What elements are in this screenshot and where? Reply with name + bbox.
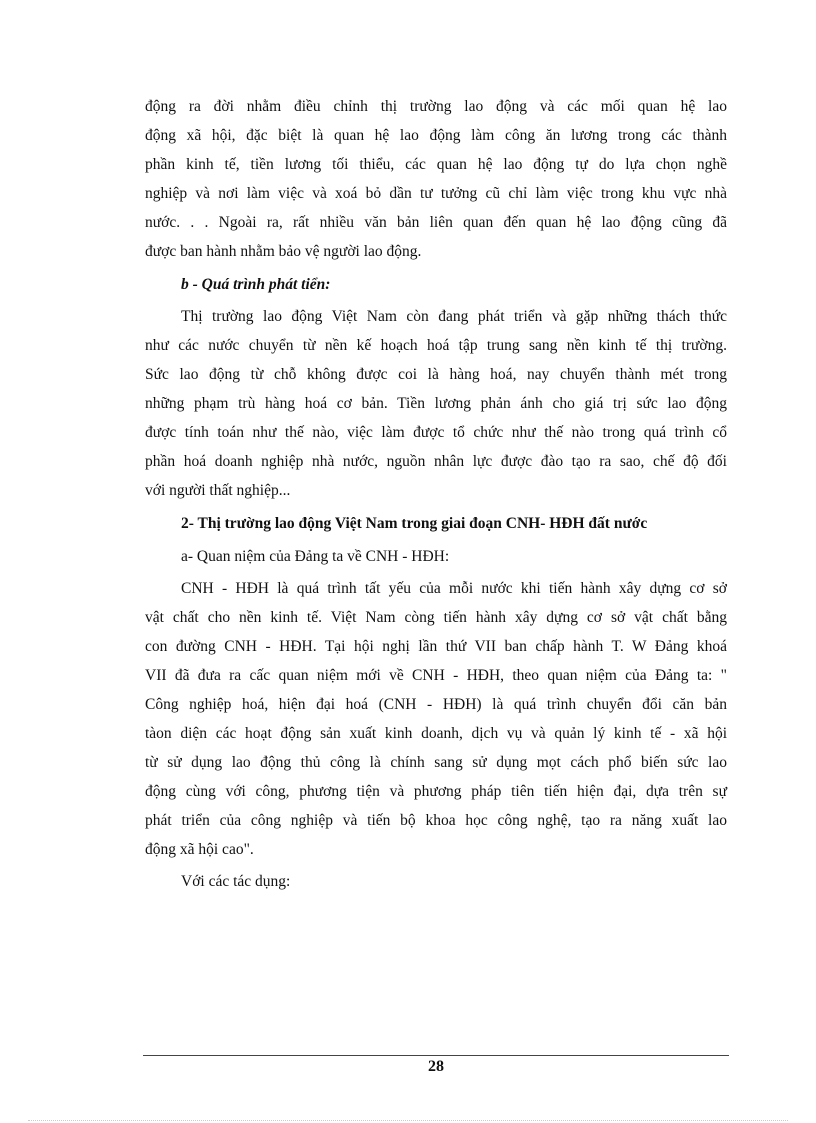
text-line: phần hoá doanh nghiệp nhà nước, nguồn nhân lực được đào tạo ra sao, chế độ đối [145, 453, 727, 470]
page-number: 28 [428, 1058, 444, 1075]
text-line: từ sử dụng lao động thủ công là chính sang sử dụng mọt cách phổ biến sức lao [145, 754, 727, 771]
paragraph-development-process [145, 302, 727, 505]
text-line: phần kinh tế, tiền lương tối thiểu, các quan hệ lao động tự do lựa chọn nghề [145, 156, 727, 173]
text-line: động ra đời nhằm điều chỉnh thị trường lao động và các mối quan hệ lao [145, 98, 727, 115]
section-heading-2: 2- Thị trường lao động Việt Nam trong giai đoạn CNH- HĐH đất nước [181, 515, 648, 532]
subheading-a: a- Quan niệm của Đảng ta về CNH - HĐH: [181, 548, 450, 565]
text-line: CNH - HĐH là quá trình tất yếu của mỗi nước khi tiến hành xây dựng cơ sở [181, 580, 727, 597]
text-line: phát triển của công nghiệp và tiến bộ khoa học công nghệ, tạo ra năng xuất lao [145, 812, 727, 829]
footer-divider [143, 1055, 729, 1056]
text-line: Thị trường lao động Việt Nam còn đang phát triển và gặp những thách thức [181, 308, 727, 325]
text-line: vật chất cho nền kinh tế. Việt Nam còng tiến hành xây dựng cơ sở vật chất bằng [145, 609, 727, 626]
text-line: những phạm trù hàng hoá cơ bản. Tiền lương phản ánh cho giá trị sức lao động [145, 395, 727, 412]
text-line: được tính toán như thế nào, việc làm được tổ chức như thế nào trong quá trình cổ [145, 424, 727, 441]
page-bottom-edge [28, 1120, 788, 1121]
text-line: được ban hành nhằm bảo vệ người lao động. [145, 243, 422, 260]
text-line: động xã hội cao". [145, 841, 254, 858]
text-line: Sức lao động từ chỗ không được coi là hàng hoá, nay chuyển thành mét trong [145, 366, 727, 383]
paragraph-effects-intro: Với các tác dụng: [181, 873, 291, 890]
paragraph-legal-framework [145, 92, 727, 266]
text-line: như các nước chuyển từ nền kế hoạch hoá tập trung sang nền kinh tế thị trường. [145, 337, 727, 354]
section-heading-b: b - Quá trình phát tiển: [181, 276, 331, 293]
text-line: tàon diện các hoạt động sản xuất kinh doanh, dịch vụ và quản lý kinh tế - xã hội [145, 725, 727, 742]
body-text [145, 92, 727, 896]
text-line: với người thất nghiệp... [145, 482, 291, 499]
text-line: động cùng với công, phương tiện và phương pháp tiên tiến hiện đại, dựa trên sự [145, 783, 727, 800]
text-line: nghiệp và nơi làm việc và xoá bỏ dần tư tưởng cũ chỉ làm việc trong khu vực nhà [145, 185, 727, 202]
paragraph-industrialization [145, 574, 727, 864]
text-line: động xã hội, đặc biệt là quan hệ lao động làm công ăn lương trong các thành [145, 127, 727, 144]
text-line: Công nghiệp hoá, hiện đại hoá (CNH - HĐH) là quá trình chuyển đổi căn bản [145, 696, 727, 713]
text-line: VII đã đưa ra cấc quan niệm mới về CNH - HĐH, theo quan niệm của Đảng ta: " [145, 667, 727, 684]
text-line: con đường CNH - HĐH. Tại hội nghị lần thứ VII ban chấp hành T. W Đảng khoá [145, 638, 727, 655]
text-line: nước. . . Ngoài ra, rất nhiều văn bản liên quan đến quan hệ lao động cũng đã [145, 214, 727, 231]
